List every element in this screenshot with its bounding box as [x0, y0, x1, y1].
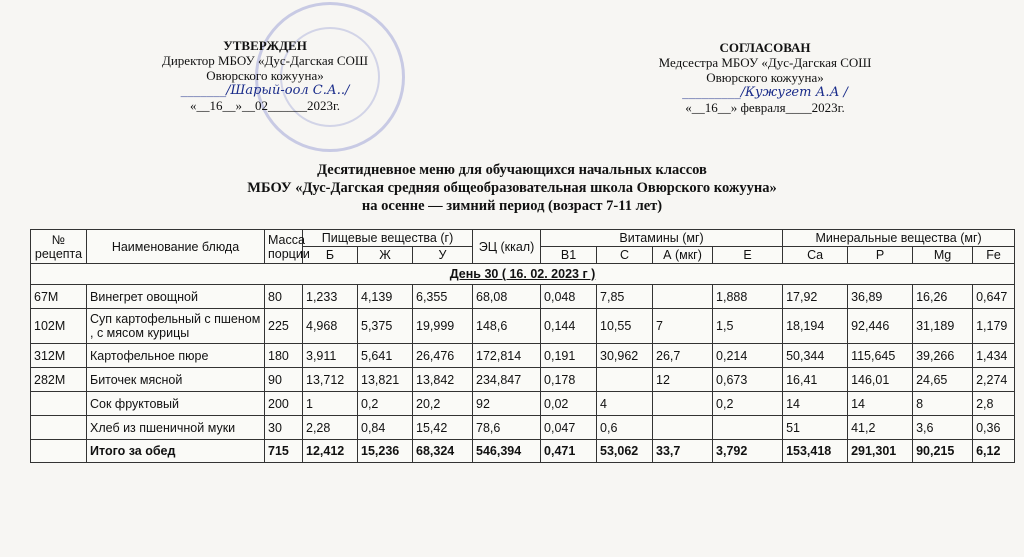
approval-block-right [630, 40, 900, 115]
recipe-cell [31, 416, 87, 440]
subheader-cell: А (мкг) [653, 247, 713, 264]
value-cell: 0,191 [541, 344, 597, 368]
value-cell: 0,048 [541, 285, 597, 309]
value-cell: 12,412 [303, 440, 358, 463]
value-cell: 2,8 [973, 392, 1015, 416]
total-row [31, 440, 1015, 463]
value-cell: 225 [265, 309, 303, 344]
document-title [0, 161, 1024, 215]
value-cell: 13,842 [413, 368, 473, 392]
value-cell: 13,712 [303, 368, 358, 392]
value-cell: 0,673 [713, 368, 783, 392]
subheader-cell: Fe [973, 247, 1015, 264]
header-nutrients: Пищевые вещества (г) [303, 230, 473, 247]
value-cell: 12 [653, 368, 713, 392]
value-cell: 0,2 [713, 392, 783, 416]
table-row [31, 392, 1015, 416]
value-cell: 4 [597, 392, 653, 416]
value-cell: 180 [265, 344, 303, 368]
value-cell: 31,189 [913, 309, 973, 344]
value-cell: 68,08 [473, 285, 541, 309]
value-cell: 546,394 [473, 440, 541, 463]
recipe-cell [31, 392, 87, 416]
value-cell: 26,7 [653, 344, 713, 368]
approval-block-left [140, 38, 390, 113]
value-cell: 33,7 [653, 440, 713, 463]
approval-left-heading: УТВЕРЖДЕН [223, 38, 307, 53]
table-row [31, 416, 1015, 440]
value-cell: 4,139 [358, 285, 413, 309]
subheader-cell: С [597, 247, 653, 264]
menu-table [30, 229, 1015, 463]
approval-left-signature: _______/Шарый-оол С.А../ [180, 83, 350, 98]
table-row [31, 368, 1015, 392]
recipe-cell: 102М [31, 309, 87, 344]
value-cell: 15,236 [358, 440, 413, 463]
value-cell: 0,178 [541, 368, 597, 392]
value-cell: 5,641 [358, 344, 413, 368]
value-cell [597, 368, 653, 392]
value-cell: 10,55 [597, 309, 653, 344]
value-cell: 1,434 [973, 344, 1015, 368]
approval-right-line1: Медсестра МБОУ «Дус-Дагская СОШ [658, 55, 872, 70]
approval-right-signature: _________/Кужугет А.А / [682, 85, 848, 100]
value-cell: 1,233 [303, 285, 358, 309]
value-cell: 1,888 [713, 285, 783, 309]
value-cell: 0,047 [541, 416, 597, 440]
value-cell: 0,471 [541, 440, 597, 463]
value-cell: 153,418 [783, 440, 848, 463]
value-cell: 3,792 [713, 440, 783, 463]
value-cell: 0,647 [973, 285, 1015, 309]
value-cell: 19,999 [413, 309, 473, 344]
value-cell: 234,847 [473, 368, 541, 392]
value-cell: 2,28 [303, 416, 358, 440]
value-cell: 7,85 [597, 285, 653, 309]
value-cell: 16,41 [783, 368, 848, 392]
value-cell: 0,02 [541, 392, 597, 416]
dish-cell: Хлеб из пшеничной муки [87, 416, 265, 440]
value-cell [653, 416, 713, 440]
value-cell: 1,179 [973, 309, 1015, 344]
value-cell: 6,12 [973, 440, 1015, 463]
value-cell: 39,266 [913, 344, 973, 368]
header-energy: ЭЦ (ккал) [473, 230, 541, 264]
approval-left-date: «__16__»__02______2023г. [189, 98, 341, 113]
value-cell: 1,5 [713, 309, 783, 344]
header-mass: Масса порции [265, 230, 303, 264]
subheader-cell: Mg [913, 247, 973, 264]
value-cell: 50,344 [783, 344, 848, 368]
value-cell: 291,301 [848, 440, 913, 463]
value-cell: 715 [265, 440, 303, 463]
value-cell: 30 [265, 416, 303, 440]
title-line-2: МБОУ «Дус-Дагская средняя общеобразовательная школа Овюрского кожууна» [247, 180, 777, 196]
value-cell: 13,821 [358, 368, 413, 392]
header-dish: Наименование блюда [87, 230, 265, 264]
value-cell: 115,645 [848, 344, 913, 368]
recipe-cell: 282М [31, 368, 87, 392]
value-cell: 78,6 [473, 416, 541, 440]
value-cell: 4,968 [303, 309, 358, 344]
value-cell: 3,6 [913, 416, 973, 440]
value-cell: 2,274 [973, 368, 1015, 392]
subheader-cell: В1 [541, 247, 597, 264]
approval-right-heading: СОГЛАСОВАН [719, 40, 811, 55]
value-cell: 20,2 [413, 392, 473, 416]
value-cell: 1 [303, 392, 358, 416]
table-row [31, 344, 1015, 368]
subheader-cell: P [848, 247, 913, 264]
recipe-cell [31, 440, 87, 463]
value-cell: 24,65 [913, 368, 973, 392]
value-cell: 0,6 [597, 416, 653, 440]
subheader-cell: Ca [783, 247, 848, 264]
value-cell: 7 [653, 309, 713, 344]
value-cell: 148,6 [473, 309, 541, 344]
subheader-cell: Б [303, 247, 358, 264]
value-cell: 26,476 [413, 344, 473, 368]
dish-cell: Картофельное пюре [87, 344, 265, 368]
value-cell: 68,324 [413, 440, 473, 463]
value-cell [653, 285, 713, 309]
value-cell: 17,92 [783, 285, 848, 309]
header-vitamins: Витамины (мг) [541, 230, 783, 247]
dish-cell: Суп картофельный с пшеном , с мясом курицы [87, 309, 265, 344]
dish-cell: Сок фруктовый [87, 392, 265, 416]
value-cell: 3,911 [303, 344, 358, 368]
value-cell: 53,062 [597, 440, 653, 463]
dish-cell: Итого за обед [87, 440, 265, 463]
value-cell: 6,355 [413, 285, 473, 309]
value-cell [713, 416, 783, 440]
title-line-3: на осенне — зимний период (возраст 7-11 лет) [361, 198, 663, 214]
subheader-cell: Ж [358, 247, 413, 264]
approval-left-line1: Директор МБОУ «Дус-Дагская СОШ [161, 53, 369, 68]
value-cell: 41,2 [848, 416, 913, 440]
header-recipe: № рецепта [31, 230, 87, 264]
recipe-cell: 312М [31, 344, 87, 368]
dish-cell: Винегрет овощной [87, 285, 265, 309]
value-cell: 5,375 [358, 309, 413, 344]
header-minerals: Минеральные вещества (мг) [783, 230, 1015, 247]
value-cell: 16,26 [913, 285, 973, 309]
table-row [31, 285, 1015, 309]
day-label: День 30 ( 16. 02. 2023 г ) [31, 264, 1015, 285]
value-cell: 0,214 [713, 344, 783, 368]
value-cell: 30,962 [597, 344, 653, 368]
dish-cell: Биточек мясной [87, 368, 265, 392]
value-cell: 172,814 [473, 344, 541, 368]
table-row [31, 309, 1015, 344]
value-cell: 80 [265, 285, 303, 309]
value-cell: 15,42 [413, 416, 473, 440]
value-cell: 36,89 [848, 285, 913, 309]
value-cell: 8 [913, 392, 973, 416]
approval-right-line2: Овюрского кожууна» [706, 70, 824, 85]
subheader-cell: Е [713, 247, 783, 264]
value-cell: 90,215 [913, 440, 973, 463]
approval-right-date: «__16__» февраля____2023г. [685, 100, 845, 115]
value-cell: 51 [783, 416, 848, 440]
value-cell: 0,2 [358, 392, 413, 416]
value-cell: 92,446 [848, 309, 913, 344]
value-cell: 90 [265, 368, 303, 392]
title-line-1: Десятидневное меню для обучающихся начальных классов [317, 162, 707, 178]
value-cell: 200 [265, 392, 303, 416]
approval-left-line2: Овюрского кожууна» [206, 68, 324, 83]
value-cell: 14 [783, 392, 848, 416]
value-cell: 0,36 [973, 416, 1015, 440]
value-cell: 92 [473, 392, 541, 416]
value-cell: 14 [848, 392, 913, 416]
value-cell: 18,194 [783, 309, 848, 344]
value-cell: 146,01 [848, 368, 913, 392]
value-cell: 0,144 [541, 309, 597, 344]
value-cell: 0,84 [358, 416, 413, 440]
value-cell [653, 392, 713, 416]
subheader-cell: У [413, 247, 473, 264]
recipe-cell: 67М [31, 285, 87, 309]
